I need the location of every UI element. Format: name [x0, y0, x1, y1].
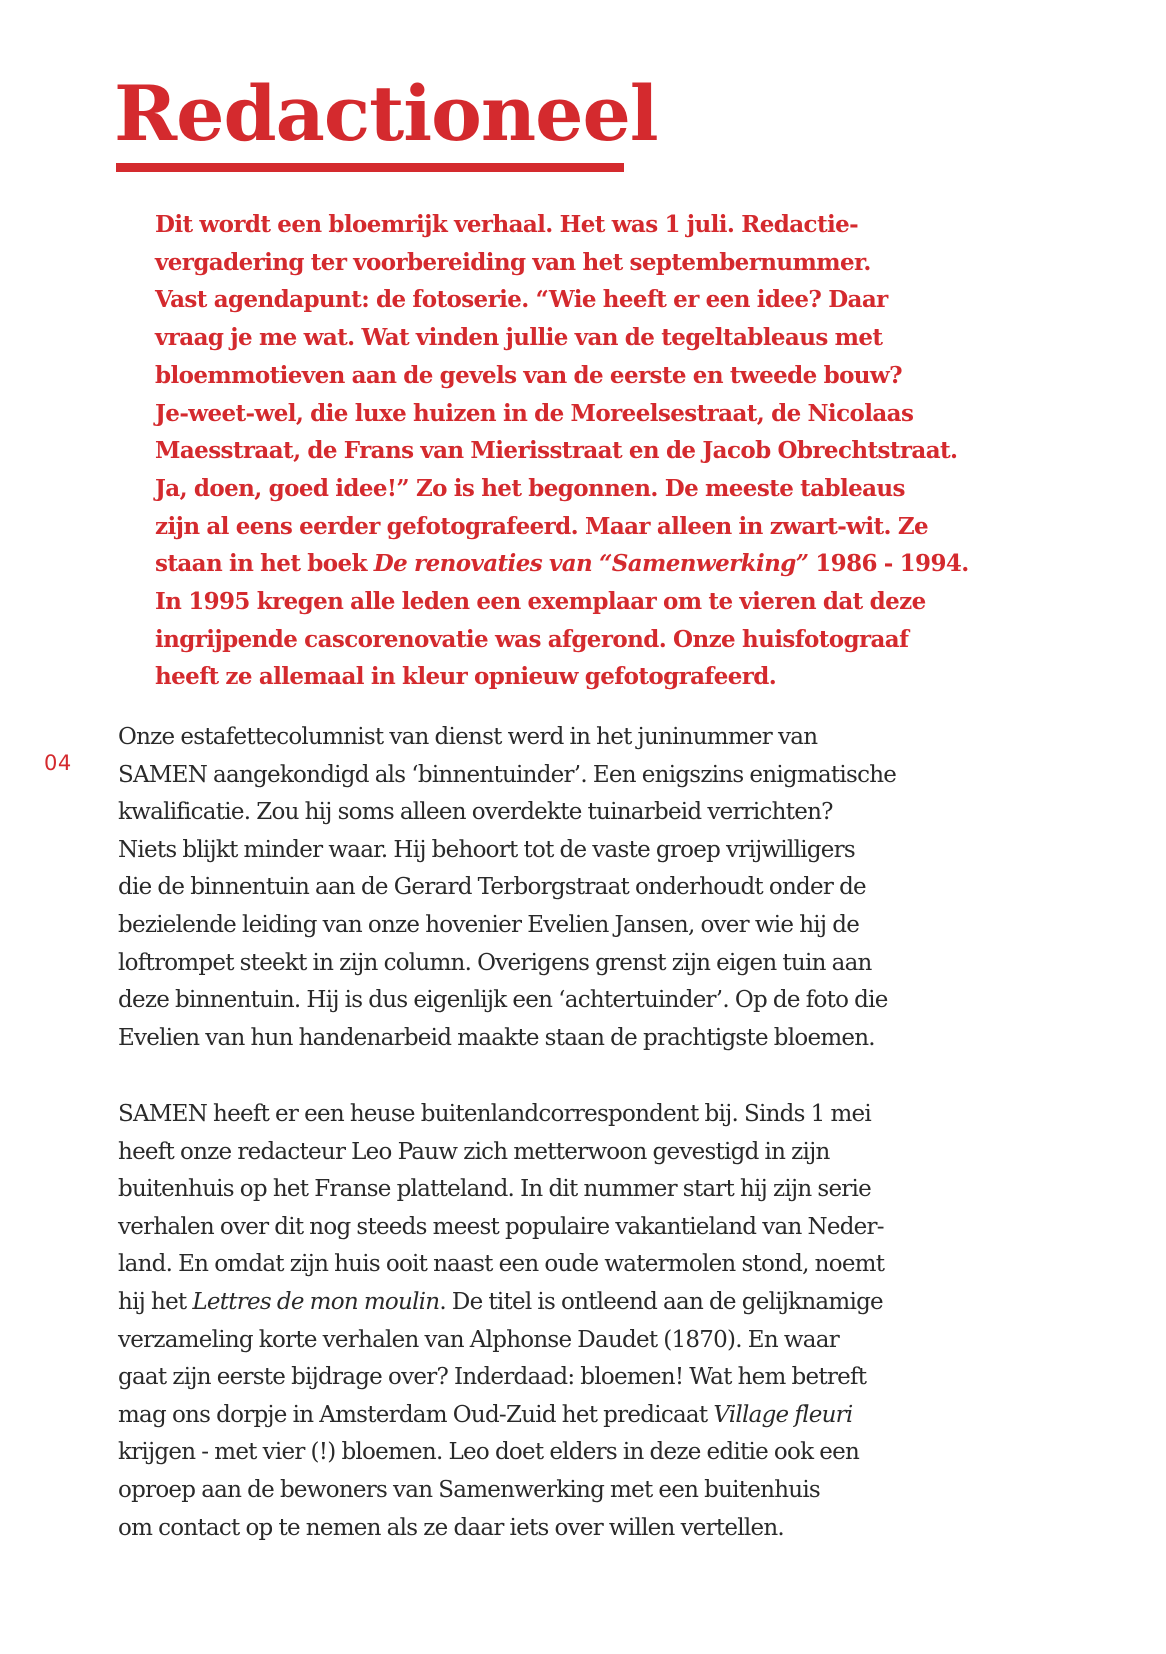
intro-line: Maesstraat, de Frans van Mierisstraat en de Jacob Obrechtstraat.: [155, 437, 958, 465]
intro-line: ingrijpende cascorenovatie was afgerond. Onze huisfotograaf: [155, 625, 909, 653]
intro-line: bloemmotieven aan de gevels van de eerste en tweede bouw?: [155, 361, 903, 389]
body-line: SAMEN heeft er een heuse buitenlandcorrespondent bij. Sinds 1 mei: [118, 1101, 872, 1127]
body-line: land. En omdat zijn huis ooit naast een oude watermolen stond, noemt: [118, 1251, 885, 1278]
intro-line: vergadering ter voorbereiding van het septembernummer.: [155, 248, 871, 276]
body-line: verzameling korte verhalen van Alphonse Daudet (1870). En waar: [118, 1326, 839, 1353]
body-text: . De titel is ontleend aan de gelijknamige: [439, 1288, 883, 1315]
intro-line: zijn al eens eerder gefotografeerd. Maar alleen in zwart-wit. Ze: [155, 512, 929, 540]
body-line-predicate: [118, 1397, 998, 1435]
predicate-title: Village fleuri: [713, 1401, 853, 1428]
body-line: loftrompet steekt in zijn column. Overigens grenst zijn eigen tuin aan: [118, 949, 872, 976]
body-line: bezielende leiding van onze hovenier Evelien Jansen, over wie hij de: [118, 911, 860, 938]
body-line-series-title: [118, 1284, 998, 1322]
body-paragraph-1: [118, 719, 998, 1057]
body-line: Evelien van hun handenarbeid maakte staan de prachtigste bloemen.: [118, 1024, 875, 1051]
body-line: deze binnentuin. Hij is dus eigenlijk een ‘achtertuinder’. Op de foto die: [118, 987, 888, 1014]
intro-text: staan in het boek: [155, 550, 374, 578]
intro-line: Vast agendapunt: de fotoserie. “Wie heeft er een idee? Daar: [155, 286, 888, 314]
body-line: om contact op te nemen als ze daar iets over willen vertellen.: [118, 1514, 784, 1541]
intro-text: 1986 - 1994.: [808, 550, 969, 578]
intro-line: vraag je me wat. Wat vinden jullie van de tegeltableaus met: [155, 324, 883, 352]
body-line: krijgen - met vier (!) bloemen. Leo doet elders in deze editie ook een: [118, 1439, 860, 1466]
body-line: oproep aan de bewoners van Samenwerking met een buitenhuis: [118, 1476, 820, 1503]
body-line: heeft onze redacteur Leo Pauw zich metterwoon gevestigd in zijn: [118, 1138, 830, 1165]
intro-line: Ja, doen, goed idee!” Zo is het begonnen. De meeste tableaus: [155, 474, 905, 502]
series-title: Lettres de mon moulin: [192, 1288, 440, 1315]
intro-line: Dit wordt een bloemrijk verhaal. Het was 1 juli. Redactie-: [155, 211, 859, 238]
intro-line-book-title: [155, 545, 1015, 583]
intro-line: heeft ze allemaal in kleur opnieuw gefotografeerd.: [155, 663, 777, 691]
body-text: hij het: [118, 1288, 193, 1315]
body-line: verhalen over dit nog steeds meest populaire vakantieland van Neder-: [118, 1213, 884, 1240]
body-line: SAMEN aangekondigd als ‘binnentuinder’. Een enigszins enigmatische: [118, 761, 897, 788]
title-underline: [116, 163, 624, 172]
body-line: Onze estafettecolumnist van dienst werd in het juninummer van: [118, 724, 818, 750]
body-line: gaat zijn eerste bijdrage over? Inderdaad: bloemen! Wat hem betreft: [118, 1364, 867, 1391]
book-title: De renovaties van “Samenwerking”: [373, 550, 809, 578]
body-text: mag ons dorpje in Amsterdam Oud-Zuid het predicaat: [118, 1401, 714, 1428]
page-number: 04: [44, 751, 72, 775]
body-line: buitenhuis op het Franse platteland. In dit nummer start hij zijn serie: [118, 1176, 872, 1203]
intro-paragraph: [155, 206, 1015, 696]
intro-line: In 1995 kregen alle leden een exemplaar om te vieren dat deze: [155, 588, 926, 616]
page-title: Redactioneel: [114, 69, 658, 158]
body-paragraph-2: [118, 1096, 998, 1547]
body-line: kwalificatie. Zou hij soms alleen overdekte tuinarbeid verrichten?: [118, 799, 833, 826]
body-line: die de binnentuin aan de Gerard Terborgstraat onderhoudt onder de: [118, 874, 866, 901]
body-line: Niets blijkt minder waar. Hij behoort tot de vaste groep vrijwilligers: [118, 836, 855, 863]
intro-line: Je-weet-wel, die luxe huizen in de Moreelsestraat, de Nicolaas: [155, 399, 914, 427]
